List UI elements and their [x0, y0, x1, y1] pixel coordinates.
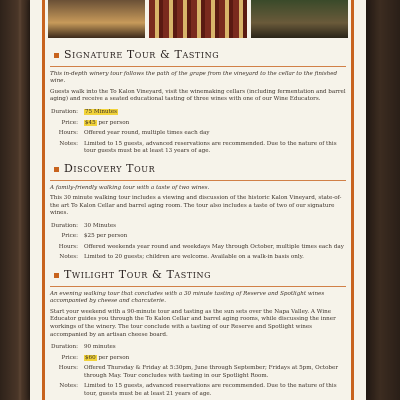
bullet-square-icon — [54, 53, 59, 58]
notes-value: Limited to 15 guests, advanced reservations are recommended. Due to the nature of this tour guests must be at least 13 years of age. — [84, 140, 337, 155]
divider — [50, 180, 346, 181]
signature-tour-title: Signature Tour & Tasting — [64, 48, 220, 61]
bullet-square-icon — [54, 273, 59, 278]
discovery-tour-title: Discovery Tour — [64, 161, 156, 175]
tagline: This in-depth winery tour follows the path of the grape from the vineyard to the cellar to the finished wine. — [50, 70, 338, 85]
price-row — [50, 233, 346, 241]
bullet-square-icon — [54, 167, 59, 172]
price-value: $25 per person — [84, 233, 128, 240]
hours-row — [50, 130, 346, 138]
notes-row — [50, 254, 346, 262]
duration-row — [50, 223, 346, 231]
price-value: $60 — [85, 354, 96, 361]
hours-label: Hours: — [58, 365, 78, 372]
hours-value: Offered year round, multiple times each day — [84, 130, 210, 137]
tagline: A family-friendly walking tour with a taste of two wines. — [50, 184, 210, 191]
hours-row — [50, 244, 346, 252]
section-title — [54, 162, 346, 177]
divider — [50, 286, 346, 287]
hours-label: Hours: — [58, 243, 78, 250]
hours-value: Offered weekends year round and weekdays May through October, multiple times each day — [84, 243, 344, 250]
twilight-tour-section — [50, 268, 346, 398]
description: Start your weekend with a 90-minute tour and tasting as the sun sets over the Napa Valley. A Wine Educator guides you through the To Kalon Cellar and barrel aging rooms, while discussing the inner workings of the winery. The tour conclude with a tasting of our Reserve and Spotlight wines accompanied by an artisan cheese board. — [50, 308, 336, 338]
description: This 30 minute walking tour includes a viewing and discussion of the historic Kalon Vineyard, state-of-the art To Kalon Cellar and barrel aging room. The tour also includes a taste of two of our signature wines. — [50, 195, 342, 217]
tour-brochure — [30, 0, 366, 400]
price-row — [50, 355, 346, 363]
discovery-tour-section — [50, 162, 346, 262]
hours-label: Hours: — [58, 130, 78, 137]
duration-label: Duration: — [51, 344, 78, 351]
vineyard-photo — [48, 0, 145, 38]
description: Guests walk into the To Kalon Vineyard, visit the winemaking cellars (including fermentation and barrel aging) and receive a seated educational tasting of three wines with one of our Wine Educators. — [50, 88, 346, 103]
price-suffix: per person — [98, 119, 130, 126]
duration-row — [50, 344, 346, 352]
notes-value: Limited to 15 guests, advanced reservations are recommended. Due to the nature of this tour, guests must be at least 21 years of age. — [84, 383, 337, 397]
duration-label: Duration: — [51, 222, 78, 229]
price-row — [50, 120, 346, 128]
price-suffix: per person — [98, 354, 130, 361]
duration-value: 30 Minutes — [84, 222, 117, 229]
price-label: Price: — [61, 354, 78, 361]
notes-label: Notes: — [59, 383, 78, 390]
tour-list — [50, 42, 346, 400]
courtyard-photo — [251, 0, 348, 38]
photo-strip — [48, 0, 348, 38]
notes-value: Limited to 20 guests; children are welcome. Available on a walk-in basis only. — [84, 254, 304, 261]
section-title — [54, 48, 346, 63]
section-title — [54, 268, 346, 283]
tagline: An evening walking tour that concludes with a 30 minute tasting of Reserve and Spotlight wines accompanied by cheese and charcuterie. — [50, 290, 325, 305]
notes-row — [50, 141, 346, 156]
hours-value: Offered Thursday & Friday at 5:30pm, June through September; Fridays at 5pm, October through May. Tour concludes with tasting in our Spotlight Room. — [84, 365, 339, 379]
price-label: Price: — [61, 119, 78, 126]
duration-value: 90 minutes — [84, 344, 116, 351]
duration-value: 75 Minutes — [85, 109, 118, 116]
price-label: Price: — [61, 233, 78, 240]
notes-row — [50, 383, 346, 398]
barrel-room-photo — [149, 0, 246, 38]
signature-tour-section — [50, 48, 346, 156]
divider — [50, 66, 346, 67]
notes-label: Notes: — [59, 140, 78, 147]
notes-label: Notes: — [59, 254, 78, 261]
duration-label: Duration: — [51, 109, 78, 116]
duration-row — [50, 109, 346, 117]
price-value: $45 — [85, 119, 96, 126]
hours-row — [50, 365, 346, 380]
twilight-tour-title: Twilight Tour & Tasting — [64, 267, 212, 281]
